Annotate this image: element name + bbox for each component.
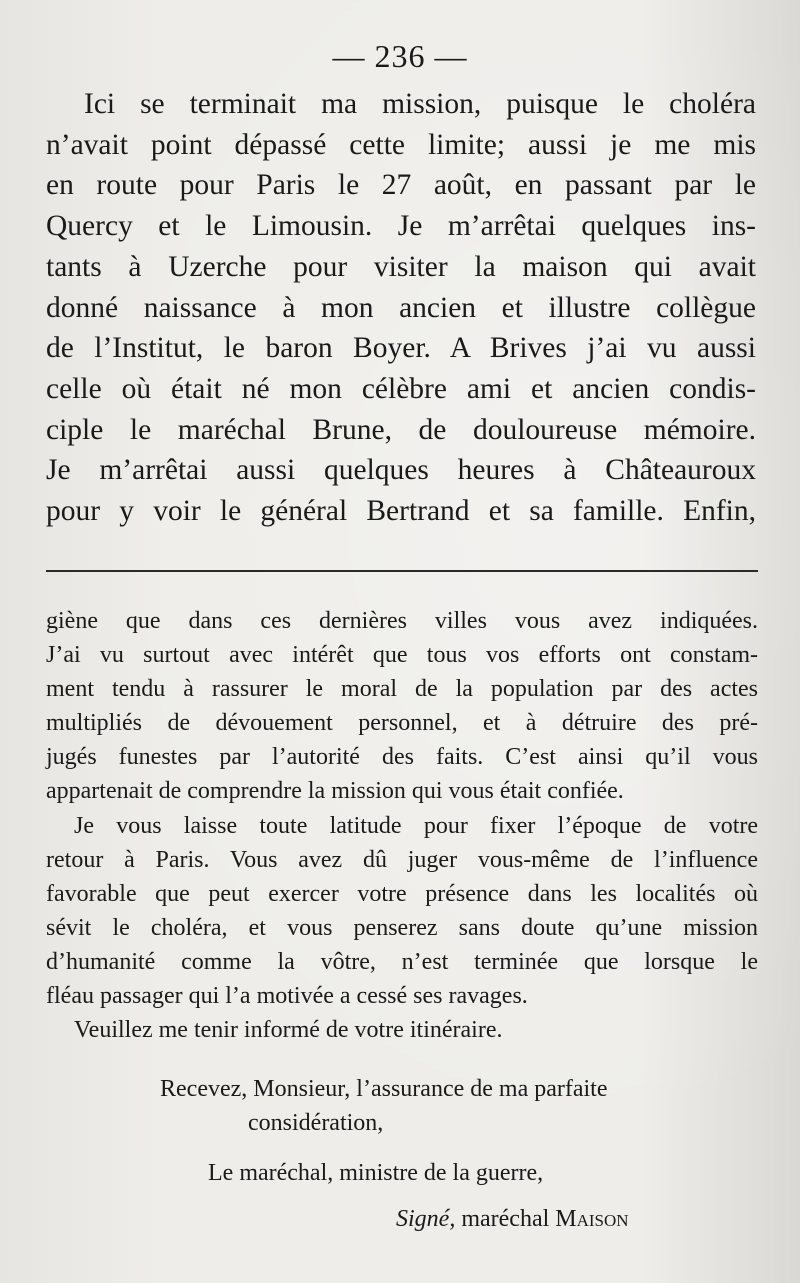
main-text-line: pour y voir le général Bertrand et sa famille. Enfin, [46,495,756,528]
footnote-line: ment tendu à rassurer le moral de la population par des actes [46,676,758,703]
main-text-line: Ici se terminait ma mission, puisque le choléra [84,88,756,120]
main-text-line: ciple le maréchal Brune, de douloureuse mémoire. [46,413,756,446]
main-text-line: Je m’arrêtai aussi quelques heures à Châteauroux [46,454,756,487]
footnote-line: multipliés de dévouement personnel, et à détruire des pré- [46,710,758,737]
closing-regards-line2: considération, [248,1110,384,1136]
page-number: — 236 — [332,38,468,74]
main-text-line: en route pour Paris le 27 août, en passant par le [46,169,756,202]
closing-regards-line1: Recevez, Monsieur, l’assurance de ma parfaite [160,1076,608,1102]
main-text-line: de l’Institut, le baron Boyer. A Brives j’ai vu aussi [46,332,756,365]
signature-line [0,1206,800,1233]
footnote-line: d’humanité comme la vôtre, n’est terminée que lorsque le [46,948,758,975]
footnote-line: favorable que peut exercer votre présence dans les localités où [46,880,758,907]
signature-prefix: maréchal [461,1206,550,1232]
footnote-line: sévit le choléra, et vous penserez sans doute qu’une mission [46,914,758,941]
main-text-line: donné naissance à mon ancien et illustre collègue [46,291,756,324]
footnote-line: jugés funestes par l’autorité des faits. C’est ainsi qu’il vous [46,744,758,771]
main-text-line: celle où était né mon célèbre ami et ancien condis- [46,372,756,405]
footnote-line: J’ai vu surtout avec intérêt que tous vos efforts ont constam- [46,642,758,669]
footnote-line: Veuillez me tenir informé de votre itinéraire. [74,1017,503,1044]
closing-title-line: Le maréchal, ministre de la guerre, [208,1160,544,1186]
footnote-block [46,604,758,1047]
footnote-line: giène que dans ces dernières villes vous avez indiquées. [46,608,758,634]
footnote-line: fléau passager qui l’a motivée a cessé ses ravages. [46,983,528,1010]
signed-label: Signé, [396,1206,456,1232]
footnote-line: appartenait de comprendre la mission qui vous était confiée. [46,778,624,805]
signature-name: Maison [555,1206,629,1232]
footnote-line: retour à Paris. Vous avez dû juger vous-même de l’influence [46,846,758,873]
footnote-line: Je vous laisse toute latitude pour fixer l’époque de votre [74,812,758,839]
main-text-block [46,84,756,532]
footnote-divider [46,570,758,572]
main-text-line: n’avait point dépassé cette limite; aussi je me mis [46,128,756,161]
main-text-line: Quercy et le Limousin. Je m’arrêtai quelques ins- [46,210,756,243]
main-text-line: tants à Uzerche pour visiter la maison qui avait [46,250,756,283]
